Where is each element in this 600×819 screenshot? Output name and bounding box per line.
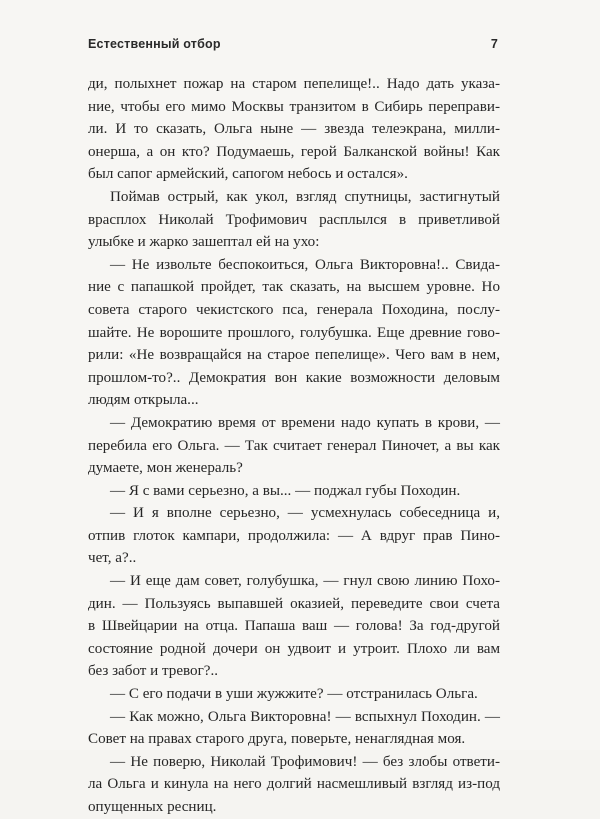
text-line: ли. И то сказать, Ольга ныне — звезда телеэкрана, милли- <box>88 121 500 138</box>
text-line: без забот и тревог?.. <box>88 663 219 680</box>
text-line: перебила его Ольга. — Так считает генерал Пиночет, а вы как <box>88 437 500 454</box>
text-line: врасплох Николай Трофимович расплылся в приветливой <box>88 211 500 228</box>
text-line: — И еще дам совет, голубушка, — гнул свою линию Похо- <box>110 573 500 590</box>
text-line: опущенных ресниц. <box>88 799 217 815</box>
text-line: совета старого чекистского пса, генерала Походина, послу- <box>88 301 500 318</box>
text-line: — Как можно, Ольга Викторовна! — вспыхнул Походин. — <box>110 708 500 725</box>
text-line: ние с папашкой пройдет, так сказать, на высшем уровне. Но <box>88 279 500 296</box>
text-line: состояние родной дочери он удвоит и утроит. Плохо ли вам <box>88 640 500 657</box>
text-line: ди, полыхнет пожар на старом пепелище!.. Надо дать указа- <box>88 76 500 92</box>
body-text <box>88 73 500 819</box>
running-header <box>88 37 498 55</box>
page-number: 7 <box>490 37 498 51</box>
text-line: чет, а?.. <box>88 550 137 567</box>
text-line: людям открыла... <box>88 392 199 409</box>
running-title: Естественный отбор <box>88 37 221 51</box>
text-line: шайте. Не ворошите прошлого, голубушка. Еще древние гово- <box>88 324 500 341</box>
text-line: — С его подачи в уши жужжите? — отстранилась Ольга. <box>110 686 478 703</box>
text-line: Поймав острый, как укол, взгляд спутницы, застигнутый <box>110 188 500 205</box>
text-line: ла Ольга и кинула на него долгий насмешливый взгляд из-под <box>88 776 500 793</box>
text-line: отпив глоток кампари, продолжила: — А вдруг прав Пино- <box>88 527 500 544</box>
text-line: — Не извольте беспокоиться, Ольга Викторовна!.. Свида- <box>110 256 500 273</box>
text-line: — Не поверю, Николай Трофимович! — без злобы ответи- <box>110 753 500 770</box>
text-line: прошлом-то?.. Демократия вон какие возможности деловым <box>88 369 500 386</box>
text-line: Совет на правах старого друга, поверьте, ненаглядная моя. <box>88 731 466 748</box>
text-line: был сапог армейский, сапогом небось и остался». <box>88 166 408 183</box>
text-line: в Швейцарии на отца. Папаша ваш — голова! За год-другой <box>88 618 500 635</box>
text-line: дин. — Пользуясь выпавшей оказией, переведите свои счета <box>88 595 500 612</box>
text-line: — Я с вами серьезно, а вы... — поджал губы Походин. <box>110 482 461 499</box>
text-line: ние, чтобы его мимо Москвы транзитом в Сибирь переправи- <box>88 98 500 115</box>
text-line: — И я вполне серьезно, — усмехнулась собеседница и, <box>110 505 500 522</box>
text-line: — Демократию время от времени надо купать в крови, — <box>110 414 500 431</box>
text-line: рили: «Не возвращайся на старое пепелище». Чего вам в нем, <box>88 347 500 364</box>
text-line: онерша, а он кто? Подумаешь, герой Балканской войны! Как <box>88 143 500 160</box>
text-line: думаете, мон женераль? <box>88 460 243 477</box>
text-line: улыбке и жарко зашептал ей на ухо: <box>88 234 320 251</box>
